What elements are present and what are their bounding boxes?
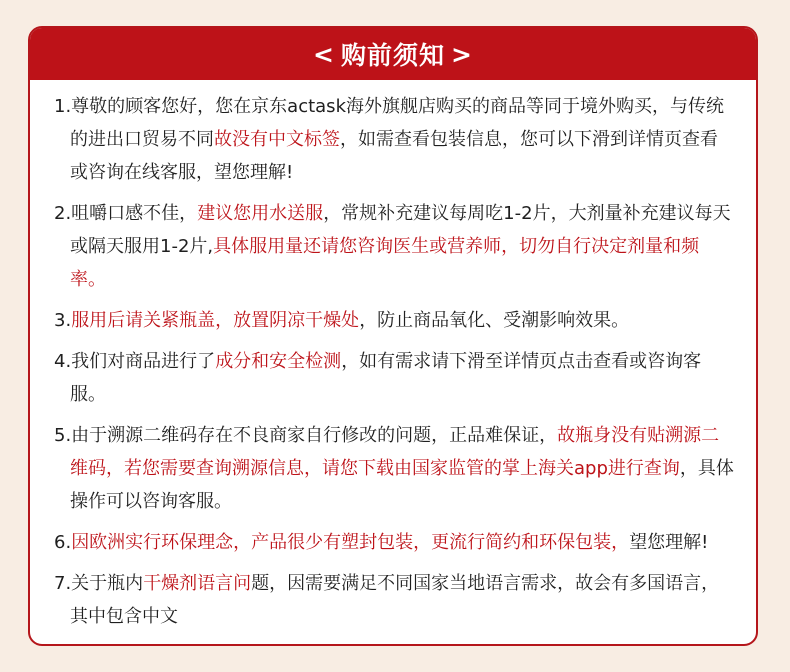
- item-text: ，如需查看包装信息，您可以下滑到详情页查看或咨询在线客服，望您理解!: [70, 129, 718, 183]
- notice-item-5: [54, 419, 734, 518]
- notice-item-3: [54, 304, 734, 337]
- item-text: 1.尊敬的顾客您好，您在京东actask海外旗舰店购买的商品等同于境外购买，与传统的进出口贸易不同: [54, 96, 724, 150]
- item-highlight: 干燥剂语言问: [143, 573, 252, 594]
- notice-title: 购前须知: [340, 41, 445, 70]
- item-text: ，具体操作可以咨询客服。: [70, 458, 734, 512]
- item-text: 4.我们对商品进行了: [54, 351, 216, 372]
- notice-card: [28, 26, 758, 646]
- left-chevron-icon: <: [313, 39, 335, 69]
- notice-item-1: [54, 90, 734, 189]
- item-highlight: 服用后请关紧瓶盖，放置阴凉干燥处: [71, 310, 360, 331]
- item-highlight: 故没有中文标签: [214, 129, 340, 150]
- item-highlight: 成分和安全检测: [215, 351, 342, 372]
- notice-item-7: [54, 567, 734, 633]
- item-text: 6.: [54, 532, 72, 553]
- notice-item-4: [54, 345, 734, 411]
- item-text: ，防止商品氧化、受潮影响效果。: [359, 310, 630, 331]
- item-highlight: 因欧洲实行环保理念，产品很少有塑封包装，更流行简约和环保包装，: [71, 532, 630, 553]
- item-text: 望您理解!: [629, 532, 709, 553]
- item-highlight: 故瓶身没有贴溯源二维码，若您需要查询溯源信息，请您下载由国家监管的掌上海关app进行查询: [70, 425, 720, 479]
- notice-item-6: [54, 526, 734, 559]
- item-text: 3.: [54, 310, 72, 331]
- item-text: 5.由于溯源二维码存在不良商家自行修改的问题，正品难保证，: [54, 425, 558, 446]
- item-text: 7.关于瓶内: [54, 573, 144, 594]
- item-text: ，常规补充建议每周吃1-2片，大剂量补充建议每天或隔天服用1-2片,: [70, 203, 731, 257]
- notice-item-2: [54, 197, 734, 296]
- item-highlight: 具体服用量还请您咨询医生或营养师，切勿自行决定剂量和频率。: [70, 236, 700, 290]
- item-text: ，如有需求请下滑至详情页点击查看或咨询客服。: [70, 351, 702, 405]
- notice-list: [30, 80, 756, 633]
- item-text: 题，因需要满足不同国家当地语言需求，故会有多国语言，其中包含中文: [70, 573, 720, 627]
- right-chevron-icon: >: [451, 39, 473, 69]
- notice-header: [30, 28, 756, 80]
- item-text: 2.咀嚼口感不佳，: [54, 203, 198, 224]
- item-highlight: 建议您用水送服: [197, 203, 324, 224]
